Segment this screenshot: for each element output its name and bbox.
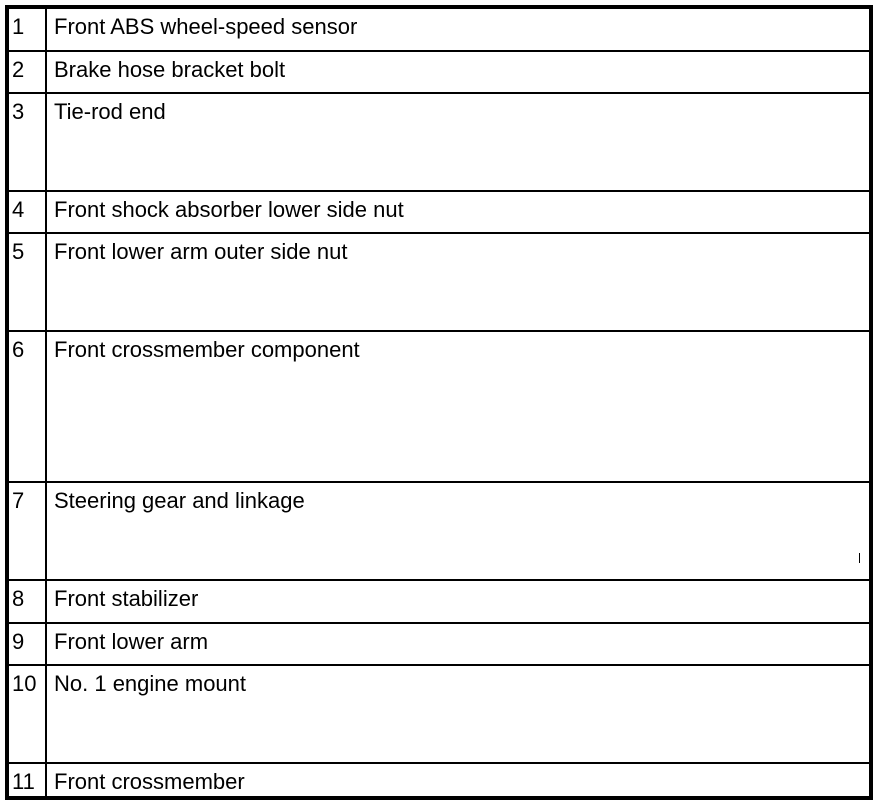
table-row bbox=[9, 192, 869, 234]
row-number: 3 bbox=[9, 94, 47, 190]
row-description: Front crossmember component bbox=[54, 337, 360, 362]
row-number: 5 bbox=[9, 234, 47, 330]
table-row bbox=[9, 764, 869, 796]
parts-legend-table bbox=[5, 5, 873, 800]
row-description: Front stabilizer bbox=[54, 586, 199, 611]
table-row bbox=[9, 666, 869, 764]
table-row bbox=[9, 52, 869, 94]
row-number: 9 bbox=[9, 624, 47, 664]
stray-tick-mark bbox=[859, 553, 860, 563]
row-description: No. 1 engine mount bbox=[54, 671, 247, 696]
table-row bbox=[9, 624, 869, 666]
row-number: 10 bbox=[9, 666, 47, 762]
table-row bbox=[9, 332, 869, 483]
row-description: Front shock absorber lower side nut bbox=[54, 197, 404, 222]
row-number: 6 bbox=[9, 332, 47, 481]
row-description: Front ABS wheel-speed sensor bbox=[54, 14, 358, 39]
row-description: Brake hose bracket bolt bbox=[54, 57, 286, 82]
row-number: 4 bbox=[9, 192, 47, 232]
table-row bbox=[9, 94, 869, 192]
row-number: 2 bbox=[9, 52, 47, 92]
row-number: 11 bbox=[9, 764, 47, 796]
table-row bbox=[9, 581, 869, 624]
row-description: Tie-rod end bbox=[54, 99, 166, 124]
table-row bbox=[9, 234, 869, 332]
row-description: Front lower arm bbox=[54, 629, 209, 654]
row-number: 7 bbox=[9, 483, 47, 579]
row-description: Steering gear and linkage bbox=[54, 488, 305, 513]
table-row bbox=[9, 483, 869, 581]
row-description: Front crossmember bbox=[54, 769, 245, 794]
row-description: Front lower arm outer side nut bbox=[54, 239, 348, 264]
row-number: 1 bbox=[9, 9, 47, 50]
table-row bbox=[9, 9, 869, 52]
row-number: 8 bbox=[9, 581, 47, 622]
